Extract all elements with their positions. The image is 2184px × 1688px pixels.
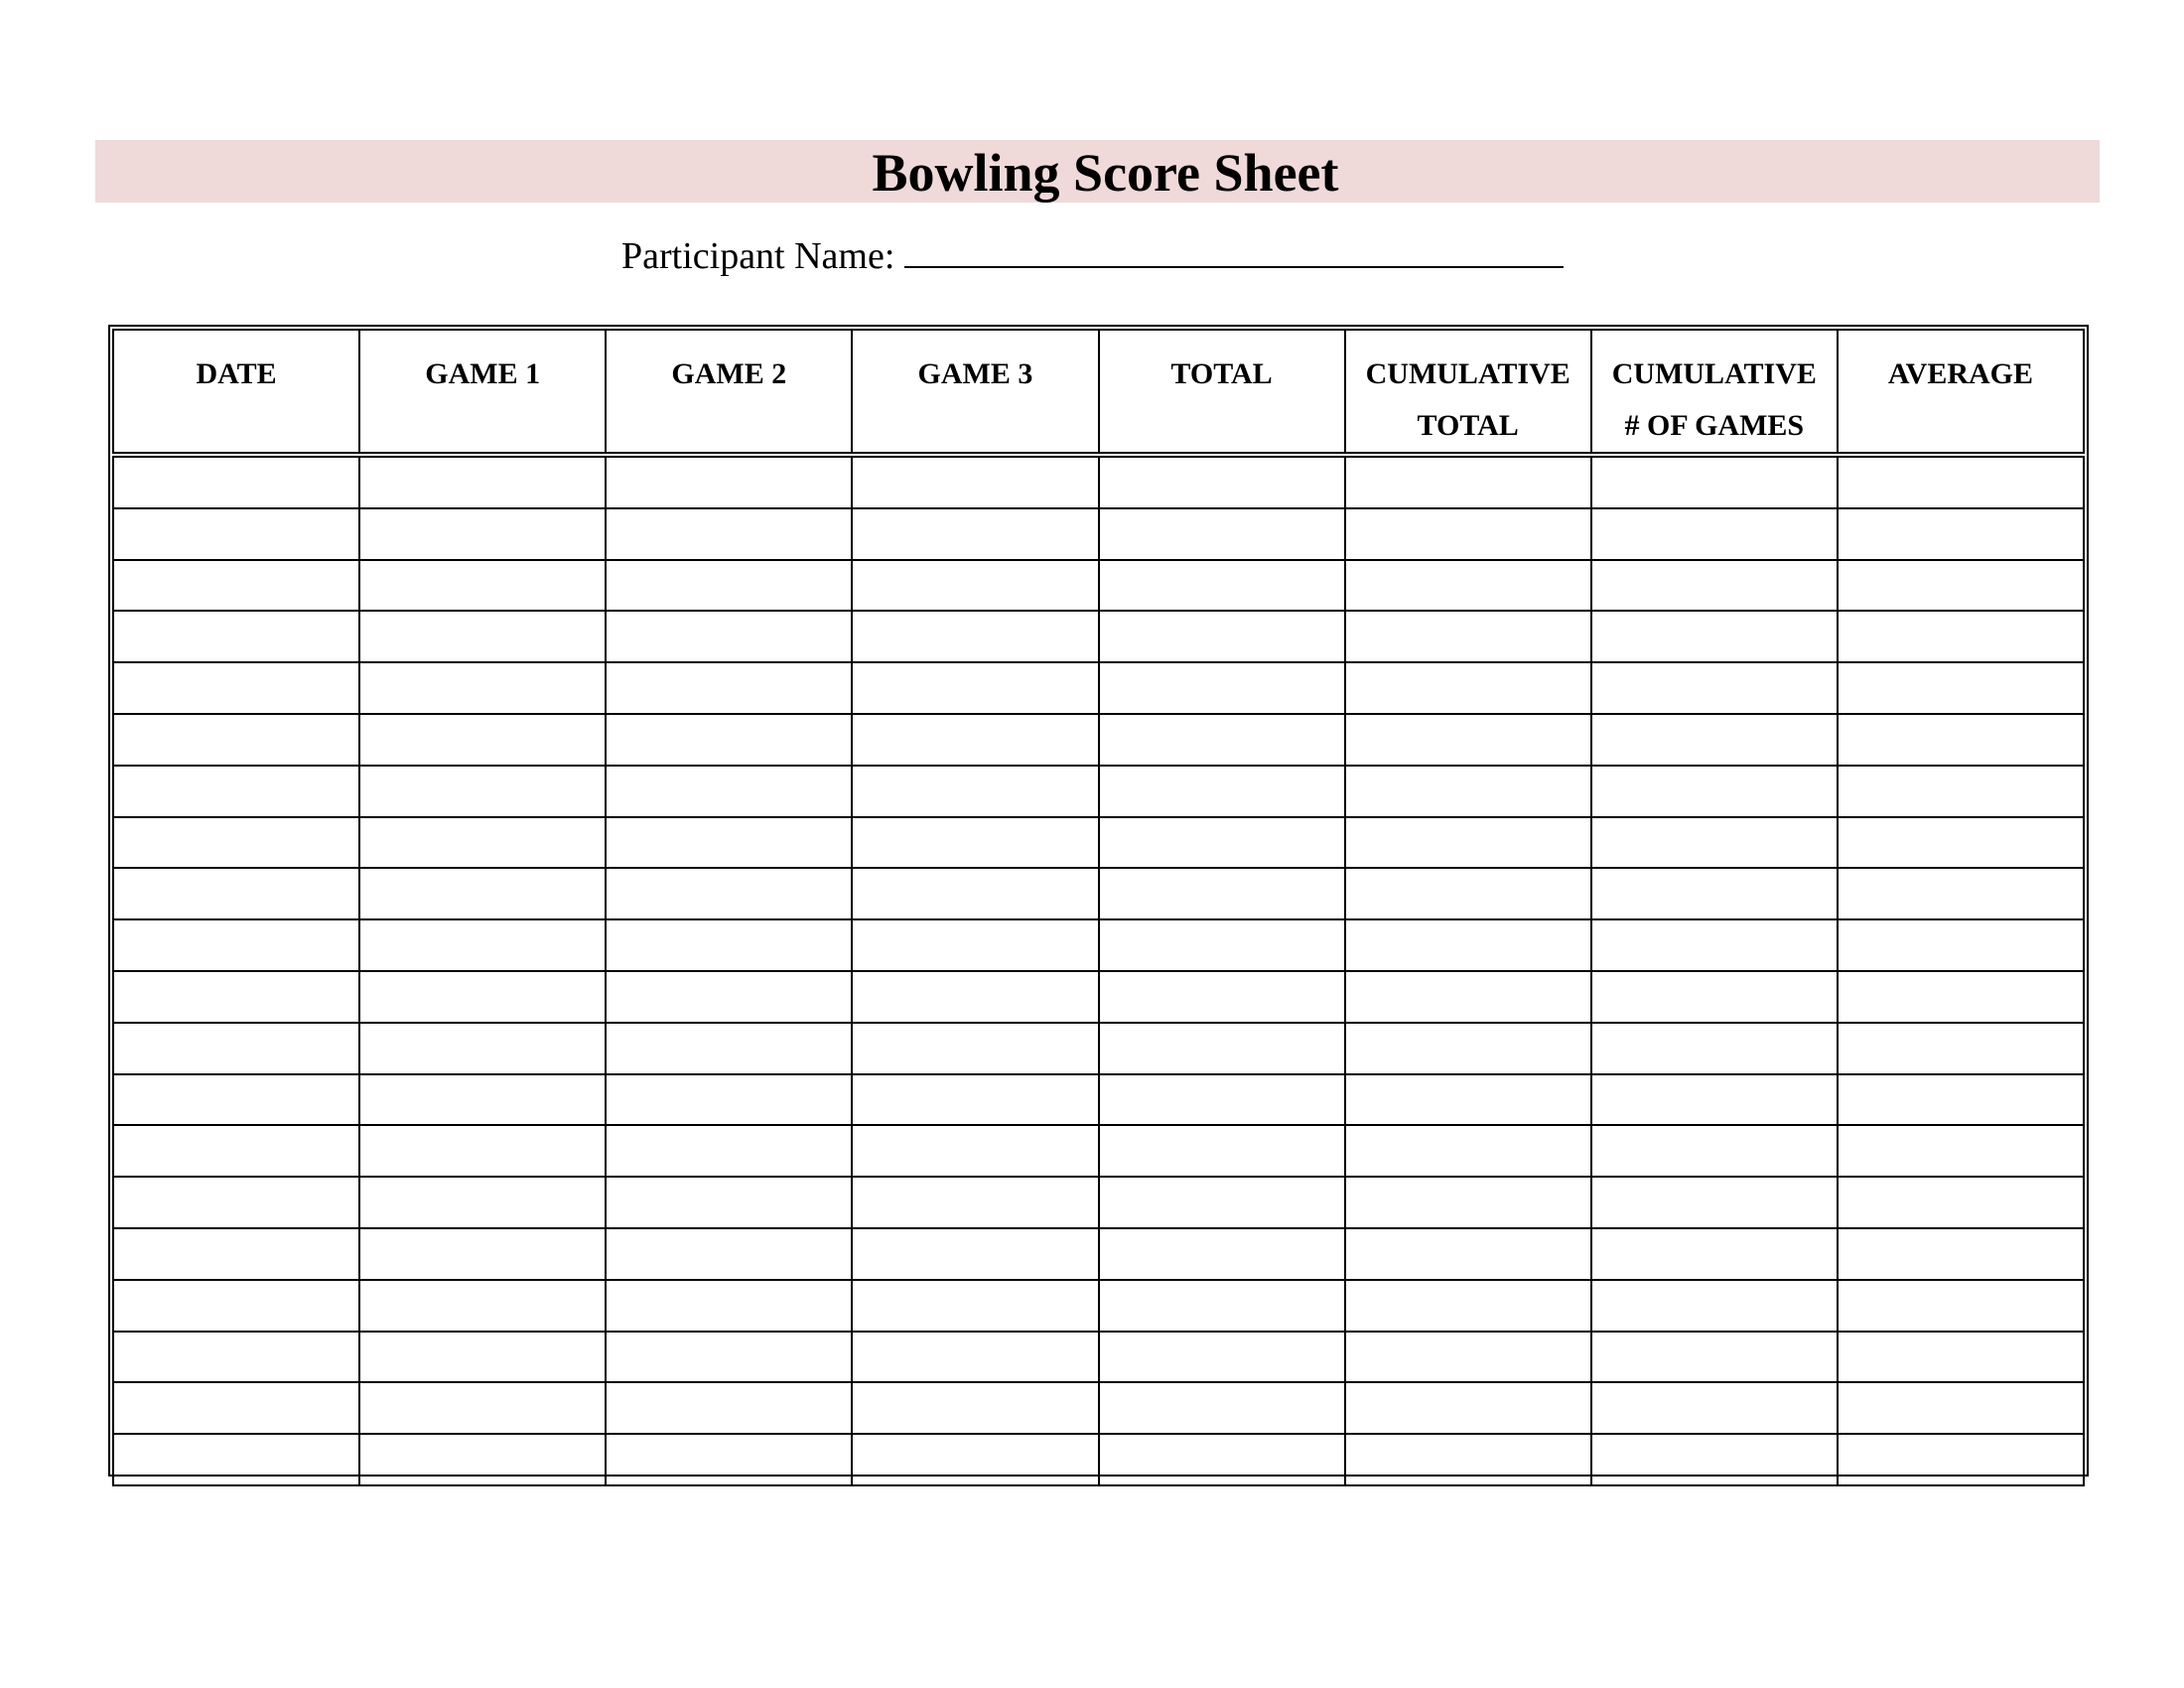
column-header-label: GAME 1 (425, 357, 541, 390)
score-cell[interactable] (606, 1125, 852, 1177)
score-cell[interactable] (359, 971, 606, 1023)
column-header (359, 330, 606, 453)
column-header-label: GAME 3 (917, 357, 1033, 390)
score-cell[interactable] (359, 1074, 606, 1126)
score-cell[interactable] (1345, 1382, 1591, 1434)
score-cell[interactable] (1838, 868, 2084, 919)
score-cell[interactable] (606, 1023, 852, 1074)
score-cell[interactable] (1099, 1177, 1345, 1228)
score-cell[interactable] (852, 1434, 1098, 1485)
title-band (95, 140, 2100, 203)
score-cell[interactable] (852, 714, 1098, 766)
score-cell[interactable] (113, 971, 359, 1023)
score-cell[interactable] (1591, 560, 1838, 612)
table-row (113, 971, 2084, 1023)
column-header-label: TOTAL (1170, 357, 1273, 390)
score-cell[interactable] (852, 919, 1098, 971)
score-cell[interactable] (113, 1434, 359, 1485)
score-cell[interactable] (1591, 919, 1838, 971)
score-cell[interactable] (1099, 1125, 1345, 1177)
score-cell[interactable] (852, 560, 1098, 612)
table-row (113, 1177, 2084, 1228)
score-cell[interactable] (1345, 560, 1591, 612)
score-cell[interactable] (852, 662, 1098, 714)
score-cell[interactable] (359, 560, 606, 612)
table-row (113, 1434, 2084, 1485)
table-row (113, 1280, 2084, 1332)
score-cell[interactable] (1838, 1332, 2084, 1383)
score-cell[interactable] (606, 1434, 852, 1485)
score-cell[interactable] (359, 1332, 606, 1383)
score-cell[interactable] (1838, 1125, 2084, 1177)
score-cell[interactable] (1099, 817, 1345, 869)
column-header (852, 330, 1098, 453)
score-table (112, 329, 2085, 1486)
score-cell[interactable] (359, 611, 606, 662)
score-cell[interactable] (1345, 662, 1591, 714)
score-cell[interactable] (606, 457, 852, 508)
score-cell[interactable] (1591, 714, 1838, 766)
score-cell[interactable] (852, 1177, 1098, 1228)
score-cell[interactable] (852, 1125, 1098, 1177)
score-cell[interactable] (1838, 1023, 2084, 1074)
table-row (113, 457, 2084, 508)
score-cell[interactable] (113, 457, 359, 508)
score-cell[interactable] (1099, 1434, 1345, 1485)
score-cell[interactable] (1345, 714, 1591, 766)
score-cell[interactable] (113, 714, 359, 766)
score-cell[interactable] (1099, 714, 1345, 766)
score-cell[interactable] (1591, 1434, 1838, 1485)
score-cell[interactable] (1838, 1434, 2084, 1485)
column-header (606, 330, 852, 453)
score-cell[interactable] (359, 1177, 606, 1228)
score-cell[interactable] (1345, 611, 1591, 662)
column-header (1838, 330, 2084, 453)
score-cell[interactable] (359, 1382, 606, 1434)
score-cell[interactable] (1591, 1228, 1838, 1280)
score-cell[interactable] (1838, 611, 2084, 662)
participant-name-label: Participant Name: (621, 235, 895, 277)
score-cell[interactable] (1345, 1125, 1591, 1177)
score-cell[interactable] (852, 1023, 1098, 1074)
score-cell[interactable] (1591, 766, 1838, 817)
score-cell[interactable] (1591, 817, 1838, 869)
score-cell[interactable] (1345, 971, 1591, 1023)
score-cell[interactable] (606, 560, 852, 612)
table-row (113, 1228, 2084, 1280)
column-header (1345, 330, 1591, 453)
score-cell[interactable] (1591, 457, 1838, 508)
column-header-label: AVERAGE (1887, 357, 2034, 390)
score-cell[interactable] (1591, 1382, 1838, 1434)
score-cell[interactable] (1099, 868, 1345, 919)
score-cell[interactable] (1345, 919, 1591, 971)
score-cell[interactable] (606, 1177, 852, 1228)
score-cell[interactable] (1345, 508, 1591, 560)
score-cell[interactable] (1838, 971, 2084, 1023)
score-cell[interactable] (113, 1228, 359, 1280)
score-cell[interactable] (1591, 1074, 1838, 1126)
score-cell[interactable] (1591, 971, 1838, 1023)
score-cell[interactable] (113, 1382, 359, 1434)
score-cell[interactable] (606, 714, 852, 766)
score-cell[interactable] (359, 766, 606, 817)
table-row (113, 868, 2084, 919)
score-cell[interactable] (1838, 766, 2084, 817)
score-cell[interactable] (1838, 1074, 2084, 1126)
page-title: Bowling Score Sheet (872, 143, 1339, 203)
score-cell[interactable] (606, 766, 852, 817)
score-cell[interactable] (113, 868, 359, 919)
score-cell[interactable] (1345, 1280, 1591, 1332)
score-cell[interactable] (113, 1332, 359, 1383)
participant-name-row (621, 234, 1564, 278)
score-cell[interactable] (113, 1074, 359, 1126)
score-cell[interactable] (1838, 1382, 2084, 1434)
score-cell[interactable] (1099, 919, 1345, 971)
score-cell[interactable] (1838, 1280, 2084, 1332)
score-cell[interactable] (1591, 1280, 1838, 1332)
score-cell[interactable] (606, 611, 852, 662)
column-header-label-line2: TOTAL (1417, 409, 1519, 442)
score-table-frame (108, 325, 2089, 1477)
score-cell[interactable] (852, 1074, 1098, 1126)
score-cell[interactable] (359, 1125, 606, 1177)
score-cell[interactable] (1591, 1125, 1838, 1177)
score-cell[interactable] (606, 817, 852, 869)
score-cell[interactable] (1838, 817, 2084, 869)
score-cell[interactable] (1345, 817, 1591, 869)
table-row (113, 1382, 2084, 1434)
score-cell[interactable] (359, 1228, 606, 1280)
score-cell[interactable] (1099, 1280, 1345, 1332)
score-cell[interactable] (359, 868, 606, 919)
score-cell[interactable] (606, 1074, 852, 1126)
score-cell[interactable] (1099, 508, 1345, 560)
score-cell[interactable] (113, 611, 359, 662)
column-header (1591, 330, 1838, 453)
score-cell[interactable] (606, 1332, 852, 1383)
score-cell[interactable] (1838, 1177, 2084, 1228)
score-cell[interactable] (1591, 1332, 1838, 1383)
score-cell[interactable] (852, 766, 1098, 817)
score-cell[interactable] (1099, 457, 1345, 508)
table-body (113, 457, 2084, 1485)
score-cell[interactable] (1838, 919, 2084, 971)
table-row (113, 508, 2084, 560)
score-cell[interactable] (113, 1280, 359, 1332)
score-cell[interactable] (852, 868, 1098, 919)
table-row (113, 766, 2084, 817)
column-header-label: DATE (196, 357, 277, 390)
score-cell[interactable] (359, 1280, 606, 1332)
score-cell[interactable] (1591, 662, 1838, 714)
score-cell[interactable] (359, 457, 606, 508)
participant-name-field[interactable] (904, 236, 1564, 268)
score-cell[interactable] (113, 508, 359, 560)
score-cell[interactable] (606, 1280, 852, 1332)
score-cell[interactable] (1591, 1023, 1838, 1074)
table-row (113, 817, 2084, 869)
score-cell[interactable] (113, 1023, 359, 1074)
score-cell[interactable] (1099, 1023, 1345, 1074)
score-cell[interactable] (359, 1023, 606, 1074)
table-row (113, 919, 2084, 971)
score-cell[interactable] (1345, 1074, 1591, 1126)
score-cell[interactable] (1345, 1023, 1591, 1074)
score-cell[interactable] (1099, 662, 1345, 714)
score-cell[interactable] (852, 508, 1098, 560)
score-cell[interactable] (113, 817, 359, 869)
score-cell[interactable] (1099, 1382, 1345, 1434)
score-cell[interactable] (1099, 971, 1345, 1023)
score-cell[interactable] (359, 919, 606, 971)
score-cell[interactable] (606, 971, 852, 1023)
score-cell[interactable] (852, 971, 1098, 1023)
score-cell[interactable] (359, 817, 606, 869)
column-header-label: GAME 2 (671, 357, 787, 390)
column-header-label: CUMULATIVE (1611, 357, 1817, 390)
table-row (113, 714, 2084, 766)
score-cell[interactable] (1838, 662, 2084, 714)
score-cell[interactable] (113, 766, 359, 817)
score-cell[interactable] (1099, 1228, 1345, 1280)
score-cell[interactable] (1591, 611, 1838, 662)
score-cell[interactable] (1345, 1177, 1591, 1228)
score-cell[interactable] (1099, 560, 1345, 612)
score-cell[interactable] (1591, 1177, 1838, 1228)
table-row (113, 560, 2084, 612)
score-cell[interactable] (1099, 1074, 1345, 1126)
score-cell[interactable] (852, 1332, 1098, 1383)
score-cell[interactable] (852, 1280, 1098, 1332)
score-cell[interactable] (1099, 766, 1345, 817)
column-header-label: CUMULATIVE (1365, 357, 1570, 390)
score-cell[interactable] (1345, 766, 1591, 817)
score-cell[interactable] (1838, 508, 2084, 560)
score-cell[interactable] (1838, 1228, 2084, 1280)
table-header-row (113, 330, 2084, 453)
score-cell[interactable] (113, 1177, 359, 1228)
score-cell[interactable] (606, 662, 852, 714)
score-cell[interactable] (606, 508, 852, 560)
score-cell[interactable] (1345, 457, 1591, 508)
score-cell[interactable] (359, 508, 606, 560)
score-cell[interactable] (1345, 1332, 1591, 1383)
score-cell[interactable] (852, 817, 1098, 869)
score-cell[interactable] (1838, 714, 2084, 766)
score-cell[interactable] (852, 611, 1098, 662)
score-cell[interactable] (1838, 560, 2084, 612)
score-cell[interactable] (113, 919, 359, 971)
score-cell[interactable] (1345, 868, 1591, 919)
score-cell[interactable] (852, 457, 1098, 508)
column-header-label-line2: # OF GAMES (1624, 409, 1805, 442)
score-cell[interactable] (606, 868, 852, 919)
score-cell[interactable] (359, 1434, 606, 1485)
table-row (113, 662, 2084, 714)
score-cell[interactable] (1099, 1332, 1345, 1383)
score-cell[interactable] (113, 560, 359, 612)
score-cell[interactable] (1838, 457, 2084, 508)
score-cell[interactable] (606, 919, 852, 971)
table-row (113, 1074, 2084, 1126)
table-row (113, 1332, 2084, 1383)
table-row (113, 1125, 2084, 1177)
table-row (113, 1023, 2084, 1074)
score-cell[interactable] (113, 1125, 359, 1177)
score-cell[interactable] (1345, 1228, 1591, 1280)
score-cell[interactable] (606, 1228, 852, 1280)
score-cell[interactable] (359, 714, 606, 766)
score-cell[interactable] (113, 662, 359, 714)
score-cell[interactable] (359, 662, 606, 714)
column-header (113, 330, 359, 453)
score-cell[interactable] (1099, 611, 1345, 662)
column-header (1099, 330, 1345, 453)
score-cell[interactable] (852, 1382, 1098, 1434)
score-cell[interactable] (852, 1228, 1098, 1280)
table-row (113, 611, 2084, 662)
score-cell[interactable] (1591, 868, 1838, 919)
score-cell[interactable] (1591, 508, 1838, 560)
score-cell[interactable] (606, 1382, 852, 1434)
score-cell[interactable] (1345, 1434, 1591, 1485)
